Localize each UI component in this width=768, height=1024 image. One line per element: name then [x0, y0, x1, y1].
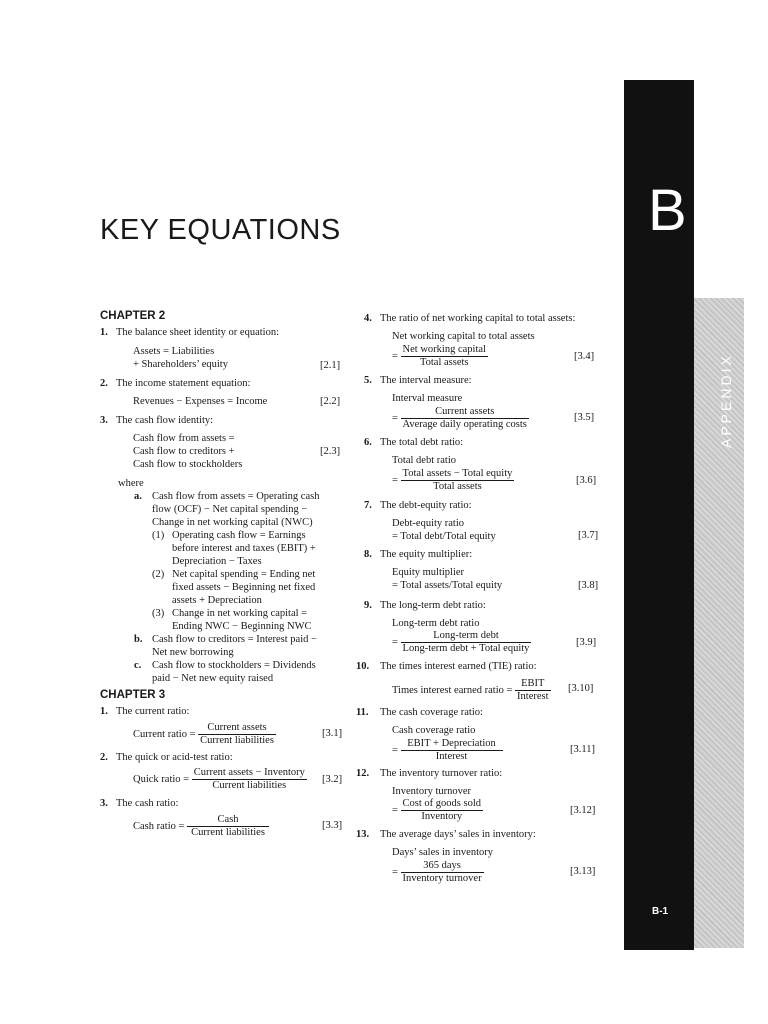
eq-3-4-label: Net working capital to total assets [392, 331, 535, 342]
fraction: $\frac{\text{Total assets − Total equity}}{\text{Total assets}}$ [402, 468, 513, 492]
where-2-line3: assets + Depreciation [172, 595, 262, 606]
where-1-line3: Depreciation − Taxes [172, 556, 262, 567]
eq-3-12: = $\frac{\text{Cost of goods sold}}{\text{Inventory}}$ [392, 798, 482, 822]
ref-3-8: [3.8] [578, 580, 599, 591]
where-a-line3: Change in net working capital (NWC) [152, 517, 313, 528]
ref-3-7: [3.7] [578, 530, 599, 541]
item-3-11: 11. The cash coverage ratio: [356, 707, 483, 718]
where-1-marker: (1) [152, 530, 165, 541]
ref-2-1: [2.1] [320, 360, 341, 371]
eq-2-1-line2: + Shareholders’ equity [133, 359, 228, 370]
eq-3-6-label: Total debt ratio [392, 455, 456, 466]
where-3-line1: Change in net working capital = [172, 608, 308, 619]
item-2-2: 2. The income statement equation: [100, 378, 251, 389]
eq-3-7: = Total debt/Total equity [392, 531, 496, 542]
eq-2-3-line1: Cash flow from assets = [133, 433, 235, 444]
where-label: where [118, 478, 144, 489]
eq-3-11-label: Cash coverage ratio [392, 725, 476, 736]
where-2-marker: (2) [152, 569, 165, 580]
item-3-3: 3. The cash ratio: [100, 798, 179, 809]
item-3-4: 4. The ratio of net working capital to total assets: [364, 313, 576, 324]
where-a-marker: a. [134, 491, 142, 502]
eq-3-12-label: Inventory turnover [392, 786, 472, 797]
ref-2-3: [2.3] [320, 446, 341, 457]
item-3-1: 1. The current ratio: [100, 706, 190, 717]
eq-3-9-label: Long-term debt ratio [392, 618, 480, 629]
item-3-9: 9. The long-term debt ratio: [364, 600, 486, 611]
eq-3-10: Times interest earned ratio = $\frac{\text{EBIT}}{\text{Interest}}$ [392, 678, 549, 702]
page-title: KEY EQUATIONS [100, 214, 341, 246]
where-b-marker: b. [134, 634, 143, 645]
item-3-12: 12. The inventory turnover ratio: [356, 768, 503, 779]
where-2-line2: fixed assets − Beginning net fixed [172, 582, 316, 593]
where-a-line2: flow (OCF) − Net capital spending − [152, 504, 308, 515]
ref-3-11: [3.11] [570, 744, 595, 755]
ref-3-10: [3.10] [568, 683, 594, 694]
item-3-6: 6. The total debt ratio: [364, 437, 464, 448]
eq-3-8: = Total assets/Total equity [392, 580, 503, 591]
fraction: $\frac{\text{Cash}}{\text{Current liabilities}}$ [187, 814, 269, 839]
eq-3-6: = $\frac{\text{Total assets − Total equity}}{\text{Total assets}}$ [392, 468, 513, 492]
appendix-label: APPENDIX [718, 353, 734, 448]
fraction: $\frac{\text{EBIT + Depreciation}}{\text{Interest}}$ [401, 738, 503, 763]
item-3-2: 2. The quick or acid-test ratio: [100, 752, 233, 763]
where-c-line1: Cash flow to stockholders = Dividends [152, 660, 316, 671]
eq-2-3-line3: Cash flow to stockholders [133, 459, 243, 470]
item-2-1: 1. The balance sheet identity or equation: [100, 327, 279, 338]
ref-3-6: [3.6] [576, 475, 597, 486]
ref-3-13: [3.13] [570, 866, 596, 877]
eq-3-9: = $\frac{\text{Long-term debt}}{\text{Long-term debt + Total equity}}$ [392, 630, 530, 654]
item-2-3: 3. The cash flow identity: [100, 415, 214, 426]
where-b-line2: Net new borrowing [152, 647, 234, 658]
item-3-13: 13. The average days’ sales in inventory: [356, 829, 536, 840]
eq-3-3: Cash ratio = $\frac{\text{Cash}}{\text{Current liabilities}}$ [133, 814, 269, 839]
appendix-letter: B [648, 178, 687, 243]
ref-2-2: [2.2] [320, 396, 341, 407]
ref-3-3: [3.3] [322, 820, 343, 831]
eq-3-11: = $\frac{\text{EBIT + Depreciation}}{\text{Interest}}$ [392, 738, 503, 763]
where-c-line2: paid − Net new equity raised [152, 673, 274, 684]
where-2-line1: Net capital spending = Ending net [172, 569, 316, 580]
where-b-line1: Cash flow to creditors = Interest paid − [152, 634, 317, 645]
fraction: $\frac{\text{365 days}}{\text{Inventory turnover}}$ [402, 860, 482, 884]
item-3-10: 10. The times interest earned (TIE) ratio: [356, 661, 537, 672]
eq-3-2: Quick ratio = $\frac{\text{Current assets − Inventory}}{\text{Current liabilities}}$ [133, 767, 305, 791]
eq-2-2: Revenues − Expenses = Income [133, 396, 268, 407]
eq-3-5: = $\frac{\text{Current assets}}{\text{Average daily operating costs}}$ [392, 406, 527, 430]
where-3-marker: (3) [152, 608, 165, 619]
fraction: $\frac{\text{Current assets − Inventory}}{\text{Current liabilities}}$ [193, 767, 305, 791]
eq-3-4: = $\frac{\text{Net working capital}}{\text{Total assets}}$ [392, 344, 486, 368]
fraction: $\frac{\text{Long-term debt}}{\text{Long-term debt + Total equity}}$ [402, 630, 530, 654]
eq-3-1: Current ratio = $\frac{\text{Current assets}}{\text{Current liabilities}}$ [133, 722, 274, 746]
item-3-5: 5. The interval measure: [364, 375, 472, 386]
page-number: B-1 [652, 906, 669, 917]
chapter-3-heading: CHAPTER 3 [100, 689, 166, 701]
where-3-line2: Ending NWC − Beginning NWC [172, 621, 312, 632]
fraction: $\frac{\text{Cost of goods sold}}{\text{Inventory}}$ [402, 798, 482, 822]
ref-3-5: [3.5] [574, 412, 595, 423]
fraction: $\frac{\text{Net working capital}}{\text{Total assets}}$ [402, 344, 486, 368]
eq-3-13: = $\frac{\text{365 days}}{\text{Inventory turnover}}$ [392, 860, 482, 884]
where-1-line2: before interest and taxes (EBIT) + [172, 543, 316, 554]
eq-3-7-label: Debt-equity ratio [392, 518, 465, 529]
item-3-8: 8. The equity multiplier: [364, 549, 473, 560]
ref-3-12: [3.12] [570, 805, 596, 816]
ref-3-2: [3.2] [322, 774, 343, 785]
fraction: $\frac{\text{EBIT}}{\text{Interest}}$ [517, 678, 549, 702]
eq-3-5-label: Interval measure [392, 393, 463, 404]
ref-3-9: [3.9] [576, 637, 597, 648]
eq-3-13-label: Days’ sales in inventory [392, 847, 493, 858]
fraction: $\frac{\text{Current assets}}{\text{Average daily operating costs}}$ [402, 406, 527, 430]
item-3-7: 7. The debt-equity ratio: [364, 500, 472, 511]
ref-3-1: [3.1] [322, 728, 343, 739]
fraction: $\frac{\text{Current assets}}{\text{Current liabilities}}$ [200, 722, 274, 746]
where-c-marker: c. [134, 660, 142, 671]
where-1-line1: Operating cash flow = Earnings [172, 530, 306, 541]
chapter-2-heading: CHAPTER 2 [100, 310, 166, 322]
eq-2-3-line2: Cash flow to creditors + [133, 446, 235, 457]
eq-3-8-label: Equity multiplier [392, 567, 465, 578]
eq-2-1-line1: Assets = Liabilities [133, 346, 215, 357]
where-a-line1: Cash flow from assets = Operating cash [152, 491, 320, 502]
ref-3-4: [3.4] [574, 351, 595, 362]
